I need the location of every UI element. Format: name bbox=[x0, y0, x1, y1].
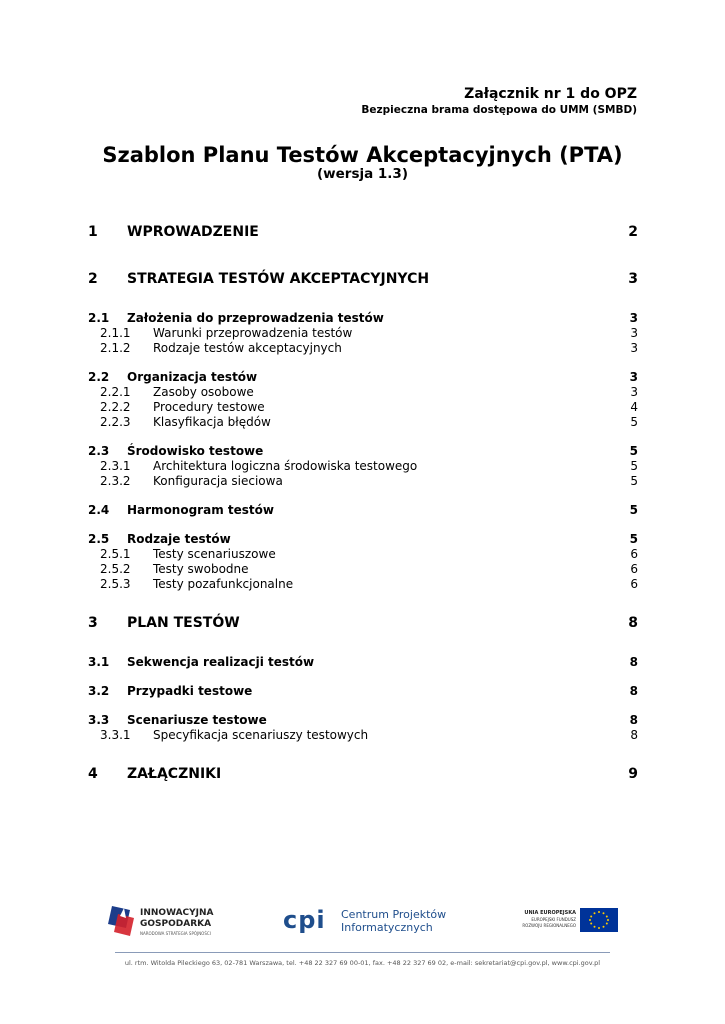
toc-entry-page: 5 bbox=[630, 474, 638, 488]
toc-entry-title: Specyfikacja scenariuszy testowych bbox=[153, 728, 369, 742]
toc-entry-title: Procedury testowe bbox=[153, 400, 265, 414]
toc-entry-number: 2.2.3 bbox=[100, 415, 131, 429]
toc-entry-title: Warunki przeprowadzenia testów bbox=[153, 326, 353, 340]
toc-entry-page: 9 bbox=[628, 766, 638, 782]
toc-entry-number: 3.3 bbox=[88, 713, 110, 727]
toc-entry-level-3[interactable] bbox=[87, 474, 638, 494]
toc-entry-number: 2 bbox=[88, 271, 98, 287]
toc-entry-page: 6 bbox=[630, 547, 638, 561]
annex-subtitle: Bezpieczna brama dostępowa do UMM (SMBD) bbox=[361, 104, 637, 116]
toc-entry-level-3[interactable] bbox=[87, 577, 638, 597]
toc-entry-title: Harmonogram testów bbox=[127, 503, 274, 517]
toc-entry-number: 3.1 bbox=[88, 655, 110, 669]
toc-entry-title: Konfiguracja sieciowa bbox=[153, 474, 283, 488]
toc-entry-title: PLAN TESTÓW bbox=[127, 615, 240, 631]
toc-entry-number: 3.3.1 bbox=[100, 728, 131, 742]
toc-entry-number: 2.2.2 bbox=[100, 400, 131, 414]
toc-entry-title: Przypadki testowe bbox=[127, 684, 253, 698]
toc-entry-page: 6 bbox=[630, 577, 638, 591]
toc-entry-title: Środowisko testowe bbox=[127, 444, 264, 458]
ig-line2: GOSPODARKA bbox=[140, 919, 212, 929]
toc-entry-page: 8 bbox=[629, 684, 638, 698]
toc-entry-page: 8 bbox=[629, 655, 638, 669]
toc-entry-page: 3 bbox=[630, 341, 638, 355]
toc-entry-title: STRATEGIA TESTÓW AKCEPTACYJNYCH bbox=[127, 271, 430, 287]
toc-entry-title: ZAŁĄCZNIKI bbox=[127, 766, 222, 782]
toc-entry-page: 3 bbox=[629, 311, 638, 325]
toc-entry-level-2[interactable] bbox=[87, 684, 638, 704]
toc-entry-page: 3 bbox=[630, 326, 638, 340]
toc-entry-page: 3 bbox=[629, 370, 638, 384]
toc-entry-number: 2.3.2 bbox=[100, 474, 131, 488]
ig-line1: INNOWACYJNA bbox=[140, 908, 214, 918]
toc-entry-title: Organizacja testów bbox=[127, 370, 258, 384]
toc-entry-number: 2.5 bbox=[88, 532, 110, 546]
ig-emblem-icon bbox=[108, 904, 134, 938]
toc-entry-page: 3 bbox=[628, 271, 638, 287]
cpi-line1: Centrum Projektów bbox=[341, 908, 447, 921]
toc-entry-title: Rodzaje testów akceptacyjnych bbox=[153, 341, 342, 355]
footer-logos bbox=[108, 896, 618, 946]
toc-entry-number: 2.1 bbox=[88, 311, 110, 325]
toc-entry-title: Zasoby osobowe bbox=[153, 385, 254, 399]
toc-entry-page: 5 bbox=[630, 459, 638, 473]
toc-entry-page: 6 bbox=[630, 562, 638, 576]
cpi-logo bbox=[283, 904, 453, 938]
toc-entry-number: 3 bbox=[88, 615, 98, 631]
eu-flag-icon bbox=[580, 908, 618, 932]
toc-entry-number: 1 bbox=[88, 224, 98, 240]
toc-entry-level-1[interactable] bbox=[87, 271, 638, 291]
toc-entry-page: 4 bbox=[630, 400, 638, 414]
annex-title: Załącznik nr 1 do OPZ bbox=[464, 86, 637, 102]
toc-entry-number: 2.2 bbox=[88, 370, 110, 384]
toc-entry-number: 3.2 bbox=[88, 684, 110, 698]
toc-entry-page: 2 bbox=[628, 224, 638, 240]
toc-entry-page: 5 bbox=[629, 532, 638, 546]
toc-entry-number: 2.5.1 bbox=[100, 547, 131, 561]
cpi-line2: Informatycznych bbox=[341, 921, 433, 934]
toc-entry-title: Założenia do przeprowadzenia testów bbox=[127, 311, 384, 325]
toc-entry-title: Testy pozafunkcjonalne bbox=[153, 577, 294, 591]
ig-line3: NARODOWA STRATEGIA SPÓJNOŚCI bbox=[140, 931, 211, 936]
toc-entry-number: 2.5.2 bbox=[100, 562, 131, 576]
toc-entry-level-3[interactable] bbox=[87, 728, 638, 748]
document-title: Szablon Planu Testów Akceptacyjnych (PTA) bbox=[102, 143, 623, 167]
toc-entry-page: 8 bbox=[630, 728, 638, 742]
toc-entry-page: 8 bbox=[629, 713, 638, 727]
toc-entry-page: 5 bbox=[629, 444, 638, 458]
toc-entry-number: 2.1.1 bbox=[100, 326, 131, 340]
toc-entry-number: 2.5.3 bbox=[100, 577, 131, 591]
toc-entry-page: 5 bbox=[630, 415, 638, 429]
toc-entry-number: 2.3.1 bbox=[100, 459, 131, 473]
toc-entry-level-1[interactable] bbox=[87, 224, 638, 244]
toc-entry-title: WPROWADZENIE bbox=[127, 224, 259, 240]
toc-entry-page: 8 bbox=[628, 615, 638, 631]
toc-entry-title: Sekwencja realizacji testów bbox=[127, 655, 315, 669]
eu-line3: ROZWOJU REGIONALNEGO bbox=[522, 923, 576, 928]
toc-entry-page: 3 bbox=[630, 385, 638, 399]
innowacyjna-gospodarka-logo bbox=[108, 902, 228, 942]
toc-entry-level-1[interactable] bbox=[87, 766, 638, 786]
toc-entry-number: 2.4 bbox=[88, 503, 110, 517]
toc-entry-title: Testy swobodne bbox=[153, 562, 249, 576]
footer-address: ul. rtm. Witolda Pileckiego 63, 02-781 Warszawa, tel. +48 22 327 69 00-01, fax. +48 22 327 69 02, e-mail: sekretariat@cpi.gov.pl, www.cpi.gov.pl bbox=[124, 959, 601, 967]
footer-divider bbox=[115, 952, 610, 953]
toc-entry-title: Rodzaje testów bbox=[127, 532, 231, 546]
document-version: (wersja 1.3) bbox=[316, 166, 408, 182]
toc-entry-number: 2.3 bbox=[88, 444, 110, 458]
toc-entry-level-2[interactable] bbox=[87, 503, 638, 523]
toc-entry-title: Testy scenariuszowe bbox=[153, 547, 276, 561]
toc-entry-level-3[interactable] bbox=[87, 341, 638, 361]
cpi-mark: cpi bbox=[283, 906, 326, 934]
toc-entry-page: 5 bbox=[629, 503, 638, 517]
eu-line1: UNIA EUROPEJSKA bbox=[524, 910, 576, 916]
toc-entry-number: 2.1.2 bbox=[100, 341, 131, 355]
toc-entry-level-3[interactable] bbox=[87, 415, 638, 435]
eu-logo bbox=[503, 908, 618, 934]
toc-entry-number: 4 bbox=[88, 766, 98, 782]
toc-entry-number: 2.2.1 bbox=[100, 385, 131, 399]
eu-line2: EUROPEJSKI FUNDUSZ bbox=[531, 917, 576, 922]
toc-entry-level-2[interactable] bbox=[87, 655, 638, 675]
toc-entry-title: Scenariusze testowe bbox=[127, 713, 267, 727]
toc-entry-title: Architektura logiczna środowiska testowego bbox=[153, 459, 418, 473]
toc-entry-level-1[interactable] bbox=[87, 615, 638, 635]
toc-entry-title: Klasyfikacja błędów bbox=[153, 415, 271, 429]
